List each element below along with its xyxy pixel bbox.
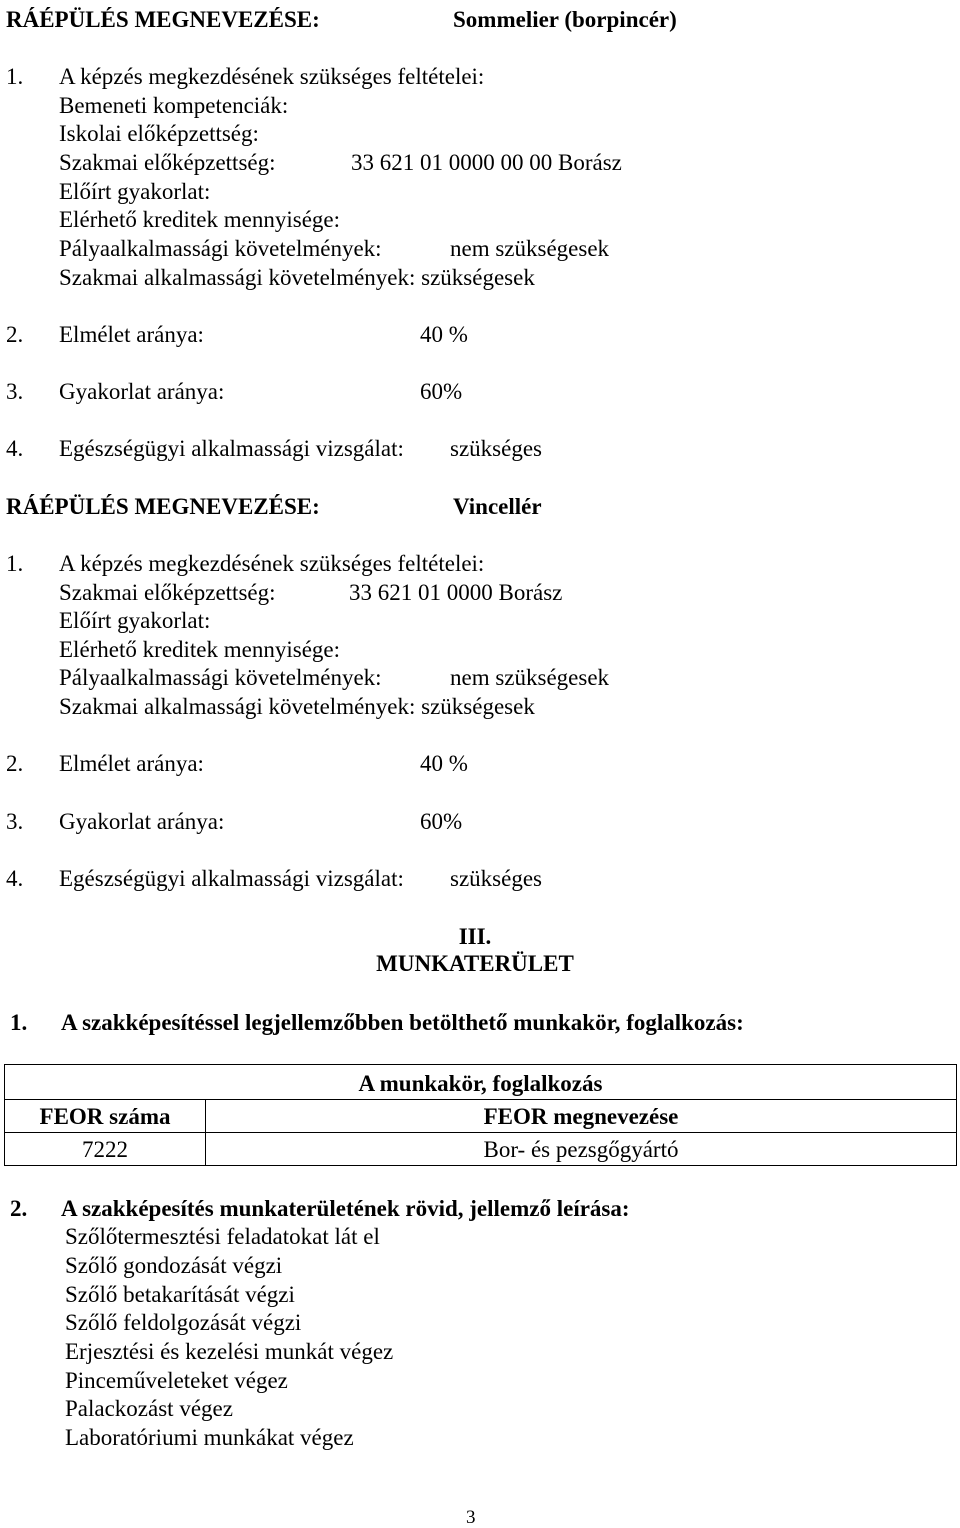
section1-line-label: Elérhető kreditek mennyisége: <box>59 207 341 232</box>
section2-line-value: nem szükségesek <box>450 665 610 690</box>
section2-line-label: Előírt gyakorlat: <box>59 608 211 633</box>
section1-item2-number: 2. <box>6 322 24 347</box>
section1-item1-number: 1. <box>6 64 24 89</box>
section1-line-label: Szakmai előképzettség: <box>59 150 276 175</box>
section2-item4-number: 4. <box>6 866 24 891</box>
section1-item4-value: szükséges <box>450 436 542 461</box>
col-header-feor-number: FEOR száma <box>5 1100 206 1133</box>
chapter-roman: III. <box>458 924 492 949</box>
section2-heading-value: Vincellér <box>453 494 542 519</box>
section2-item1-title: A képzés megkezdésének szükséges feltételei: <box>59 551 485 576</box>
section1-line-value: 33 621 01 0000 00 00 Borász <box>351 150 622 175</box>
section2-item3-label: Gyakorlat aránya: <box>59 809 225 834</box>
section2-line-label: Pályaalkalmassági követelmények: <box>59 665 382 690</box>
section1-line-label: Szakmai alkalmassági követelmények: szükségesek <box>59 265 535 290</box>
section2-line-label: Szakmai alkalmassági követelmények: szükségesek <box>59 694 535 719</box>
task-item: Szőlő gondozását végzi <box>65 1253 283 1278</box>
section1-item3-label: Gyakorlat aránya: <box>59 379 225 404</box>
feor-table <box>4 1064 957 1166</box>
section1-heading-value: Sommelier (borpincér) <box>453 7 677 32</box>
section2-item2-number: 2. <box>6 751 24 776</box>
section2-item3-number: 3. <box>6 809 24 834</box>
section2-line-label: Szakmai előképzettség: <box>59 580 276 605</box>
task-item: Szőlő betakarítását végzi <box>65 1282 295 1307</box>
section2-item2-label: Elmélet aránya: <box>59 751 204 776</box>
col-header-feor-name: FEOR megnevezése <box>206 1100 957 1133</box>
section1-item2-label: Elmélet aránya: <box>59 322 204 347</box>
table-caption-row <box>5 1065 957 1100</box>
section2-item4-label: Egészségügyi alkalmassági vizsgálat: <box>59 866 404 891</box>
table-header-row <box>5 1100 957 1133</box>
task-item: Erjesztési és kezelési munkát végez <box>65 1339 394 1364</box>
section2-item3-value: 60% <box>420 809 463 834</box>
section1-line-label: Iskolai előképzettség: <box>59 121 259 146</box>
table-row <box>5 1133 957 1166</box>
task-item: Pinceműveleteket végez <box>65 1368 288 1393</box>
task-item: Szőlő feldolgozását végzi <box>65 1310 302 1335</box>
task-item: Palackozást végez <box>65 1396 233 1421</box>
section1-line-label: Bemeneti kompetenciák: <box>59 93 289 118</box>
feor-name: Bor- és pezsgőgyártó <box>206 1133 957 1166</box>
work-item1-number: 1. <box>10 1010 28 1035</box>
task-item: Laboratóriumi munkákat végez <box>65 1425 354 1450</box>
section1-heading-label: RÁÉPÜLÉS MEGNEVEZÉSE: <box>6 7 320 32</box>
section1-item4-number: 4. <box>6 436 24 461</box>
section2-item4-value: szükséges <box>450 866 542 891</box>
section1-item3-value: 60% <box>420 379 463 404</box>
section1-line-value: nem szükségesek <box>450 236 610 261</box>
work-item2-number: 2. <box>10 1196 28 1221</box>
section2-item1-number: 1. <box>6 551 24 576</box>
chapter-title: MUNKATERÜLET <box>376 951 574 976</box>
work-item1-title: A szakképesítéssel legjellemzőbben betölthető munkakör, foglalkozás: <box>61 1010 744 1035</box>
section1-item1-title: A képzés megkezdésének szükséges feltételei: <box>59 64 485 89</box>
section2-line-label: Elérhető kreditek mennyisége: <box>59 637 341 662</box>
table-caption: A munkakör, foglalkozás <box>5 1065 957 1100</box>
section2-heading-label: RÁÉPÜLÉS MEGNEVEZÉSE: <box>6 494 320 519</box>
section1-item2-value: 40 % <box>420 322 468 347</box>
page-number: 3 <box>466 1507 476 1528</box>
section1-line-label: Előírt gyakorlat: <box>59 179 211 204</box>
section1-line-label: Pályaalkalmassági követelmények: <box>59 236 382 261</box>
section1-item3-number: 3. <box>6 379 24 404</box>
work-item2-title: A szakképesítés munkaterületének rövid, jellemző leírása: <box>61 1196 630 1221</box>
section2-item2-value: 40 % <box>420 751 468 776</box>
feor-code: 7222 <box>5 1133 206 1166</box>
section1-item4-label: Egészségügyi alkalmassági vizsgálat: <box>59 436 404 461</box>
section2-line-value: 33 621 01 0000 Borász <box>349 580 563 605</box>
task-item: Szőlőtermesztési feladatokat lát el <box>65 1224 380 1249</box>
